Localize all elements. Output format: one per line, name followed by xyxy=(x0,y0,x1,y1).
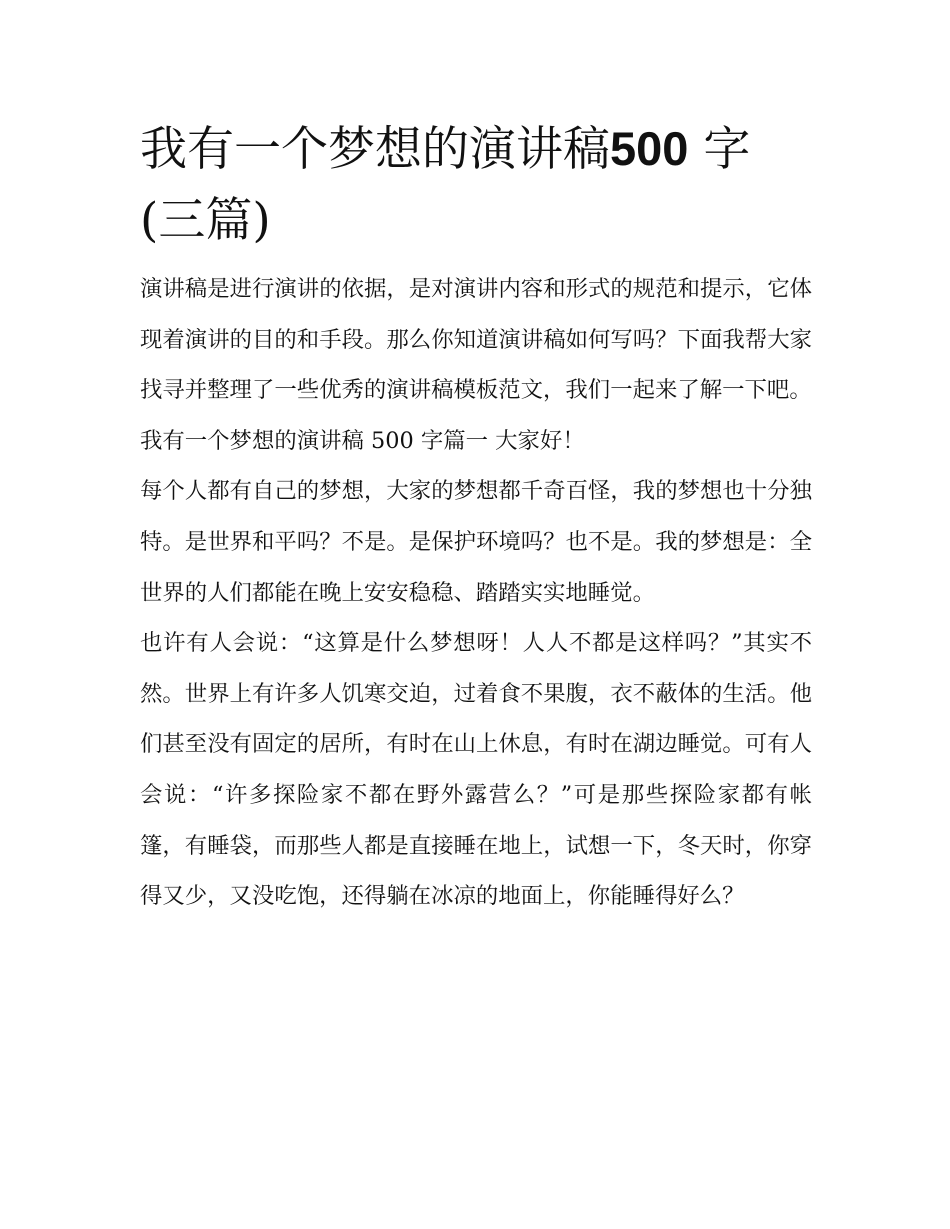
document-title xyxy=(140,113,812,256)
title-number: 500 xyxy=(610,122,689,175)
intro-paragraph: 演讲稿是进行演讲的依据，是对演讲内容和形式的规范和提示，它体现着演讲的目的和手段。那么你知道演讲稿如何写吗？下面我帮大家找寻并整理了一些优秀的演讲稿模板范文，我们一起来了解一下吧。 xyxy=(140,276,812,404)
section-heading-line: 我有一个梦想的演讲稿 500 字篇一 大家好！ xyxy=(140,427,585,454)
title-spacer xyxy=(140,256,812,264)
title-text-part1: 我有一个梦想的演讲稿 xyxy=(140,122,610,177)
title-text-part2: 字(三篇) xyxy=(140,122,751,248)
body-paragraph: 也许有人会说：“这算是什么梦想呀！人人不都是这样吗？”其实不然。世界上有许多人饥寒交迫，过着食不果腹，衣不蔽体的生活。他们甚至没有固定的居所，有时在山上休息，有时在湖边睡觉。可有人会说：“许多探险家不都在野外露营么？”可是那些探险家都有帐篷，有睡袋，而那些人都是直接睡在地上，试想一下，冬天时，你穿得又少，又没吃饱，还得躺在冰凉的地面上，你能睡得好么？ xyxy=(140,630,812,910)
body-paragraph: 每个人都有自己的梦想，大家的梦想都千奇百怪，我的梦想也十分独特。是世界和平吗？不是。是保护环境吗？也不是。我的梦想是：全世界的人们都能在晚上安安稳稳、踏踏实实地睡觉。 xyxy=(140,478,812,606)
document-body xyxy=(140,113,812,922)
